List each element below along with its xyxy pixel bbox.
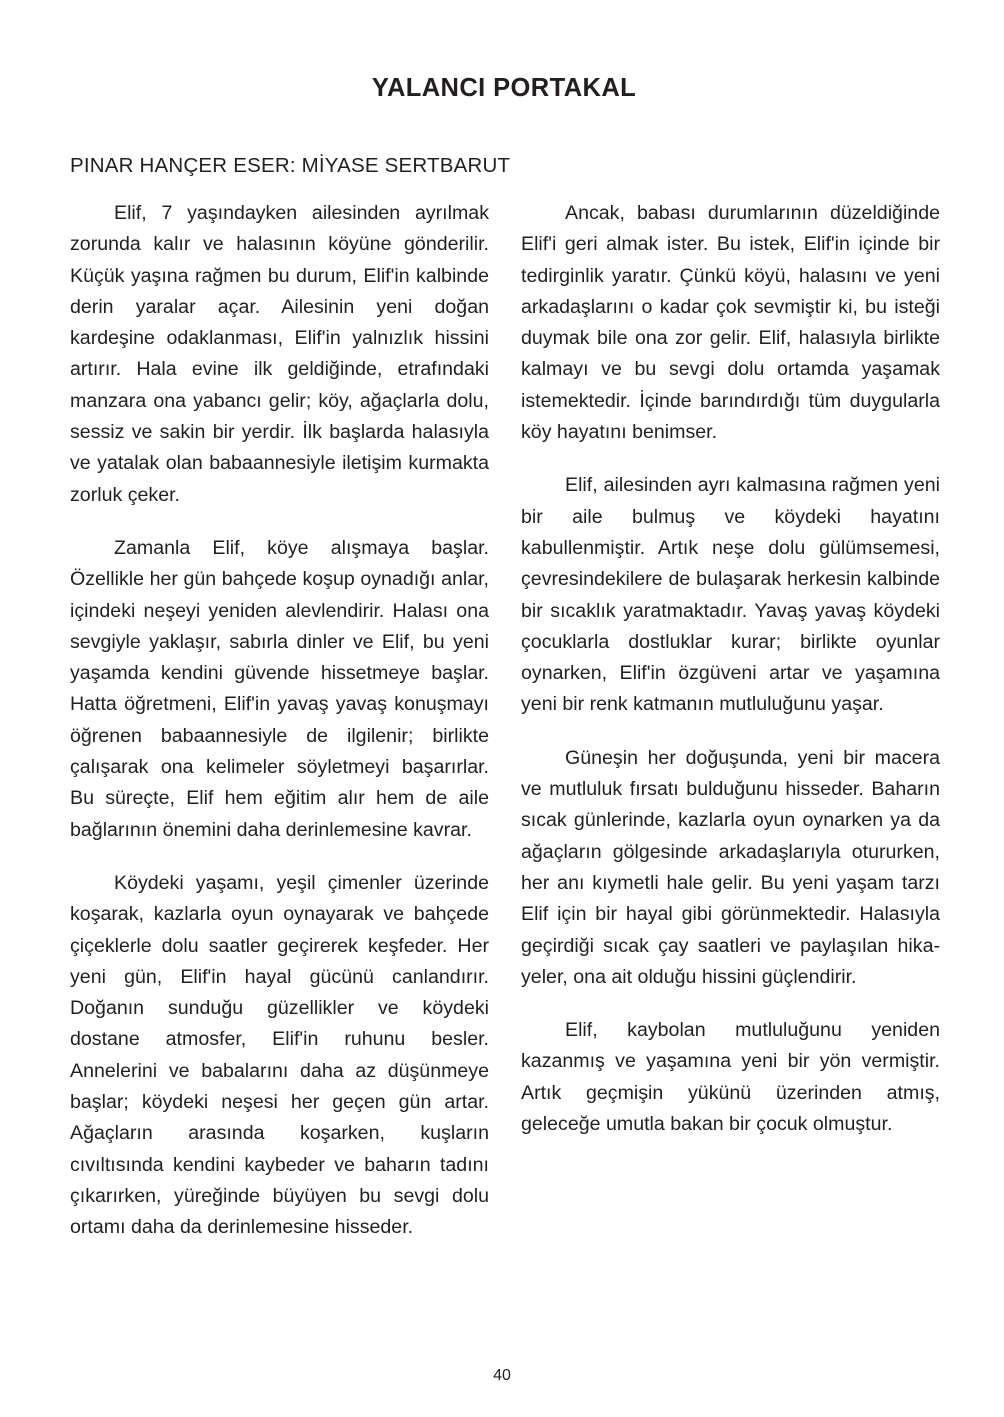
paragraph: Zamanla Elif, köye alışmaya başlar. Özellikle her gün bahçede koşup oynadığı anlar, içindeki neşeyi yeniden alevlendirir. Halası ona sevgiyle yaklaşır, sabırla dinler ve Elif, bu yeni yaşamda kendini güvende hissetmeye başlar. Hatta öğretmeni, Elif'in yavaş yavaş konuşmayı öğrenen babaannesiyle de ilgilenir; birlikte çalışarak ona kelimeler söyletmeyi başarırlar. Bu süreçte, Elif hem eğitim alır hem de aile bağlarının önemini daha derinlemesine kavrar. xyxy=(70,536,489,841)
right-column xyxy=(521,198,940,1140)
page-title: YALANCI PORTAKAL xyxy=(371,74,637,102)
paragraph: Ancak, babası durumlarının düzeldiğinde Elif'i geri almak ister. Bu istek, Elif'in içinde bir tedirginlik yaratır. Çünkü köyü, halasını ve yeni arkadaşlarını o kadar çok sevmiştir ki, bu isteği duymak bile ona zor gelir. Elif, halasıyla birlikte kalmayı ve bu sevgi dolu ortamda yaşamak istemektedir. İçinde barındırdığı tüm duygularla köy hayatını benimser. xyxy=(521,202,940,444)
document-byline: PINAR HANÇER ESER: MİYASE SERTBARUT xyxy=(70,154,511,177)
page-number: 40 xyxy=(493,1367,511,1384)
body-columns xyxy=(70,198,938,1244)
paragraph: Elif, ailesinden ayrı kalmasına rağmen yeni bir aile bulmuş ve köydeki hayatını kabullenmiştir. Artık neşe dolu gülümsemesi, çevresindekilere de bulaşarak herkesin kalbinde bir sıcaklık yaratmaktadır. Yavaş yavaş köydeki çocuklarla dostluklar kurar; birlikte oyunlar oynarken, Elif'in özgüveni artar ve yaşamına yeni bir renk katmanın mutluluğunu yaşar. xyxy=(521,474,940,716)
paragraph: Elif, 7 yaşındayken ailesinden ayrılmak zorunda kalır ve halasının köyüne gönderilir. Küçük yaşına rağmen bu durum, Elif'in kalbinde derin yaralar açar. Ailesinin yeni doğan kardeşine odaklanması, Elif'in yalnızlık hissini artırır. Hala evine ilk geldiğinde, etrafındaki manzara ona yabancı gelir; köy, ağaçlarla dolu, sessiz ve sakin bir yerdir. İlk başlarda halasıyla ve yatalak olan babaannesiyle iletişim kurmakta zorluk çeker. xyxy=(70,202,489,506)
paragraph: Köydeki yaşamı, yeşil çimenler üzerinde koşarak, kazlarla oyun oynayarak ve bahçede çiçeklerle dolu saatler geçirerek keşfeder. Her yeni gün, Elif'in hayal gücünü canlandırır. Doğanın sunduğu güzellikler ve köydeki dostane atmosfer, Elif'in ruhunu besler. Annelerini ve babalarını daha az düşünmeye başlar; köydeki neşesi her geçen gün artar. Ağaçların arasında koşarken, kuşların cıvıltısında kendini kaybeder ve baharın tadını çıkarırken, yüreğinde büyüyen bu sevgi dolu ortamı daha da derinlemesine hisseder. xyxy=(70,871,489,1239)
left-column xyxy=(70,198,489,1244)
paragraph: Güneşin her doğuşunda, yeni bir macera ve mutluluk fırsatı bulduğunu hisseder. Baharın sıcak günlerinde, kazlarla oyun oynarken ya da ağaçların gölgesinde arkadaşlarıyla otururken, her anı kıymetli hale gelir. Bu yeni yaşam tarzı Elif için bir hayal gibi görünmektedir. Halasıyla geçirdiği sıcak çay saatleri ve paylaşılan hikayeler, ona ait olduğu hissini güçlendirir. xyxy=(521,746,940,988)
paragraph: Elif, kaybolan mutluluğunu yeniden kazanmış ve yaşamına yeni bir yön vermiştir. Artık geçmişin yükünü üzerinden atmış, geleceğe umutla bakan bir çocuk olmuştur. xyxy=(521,1019,940,1136)
